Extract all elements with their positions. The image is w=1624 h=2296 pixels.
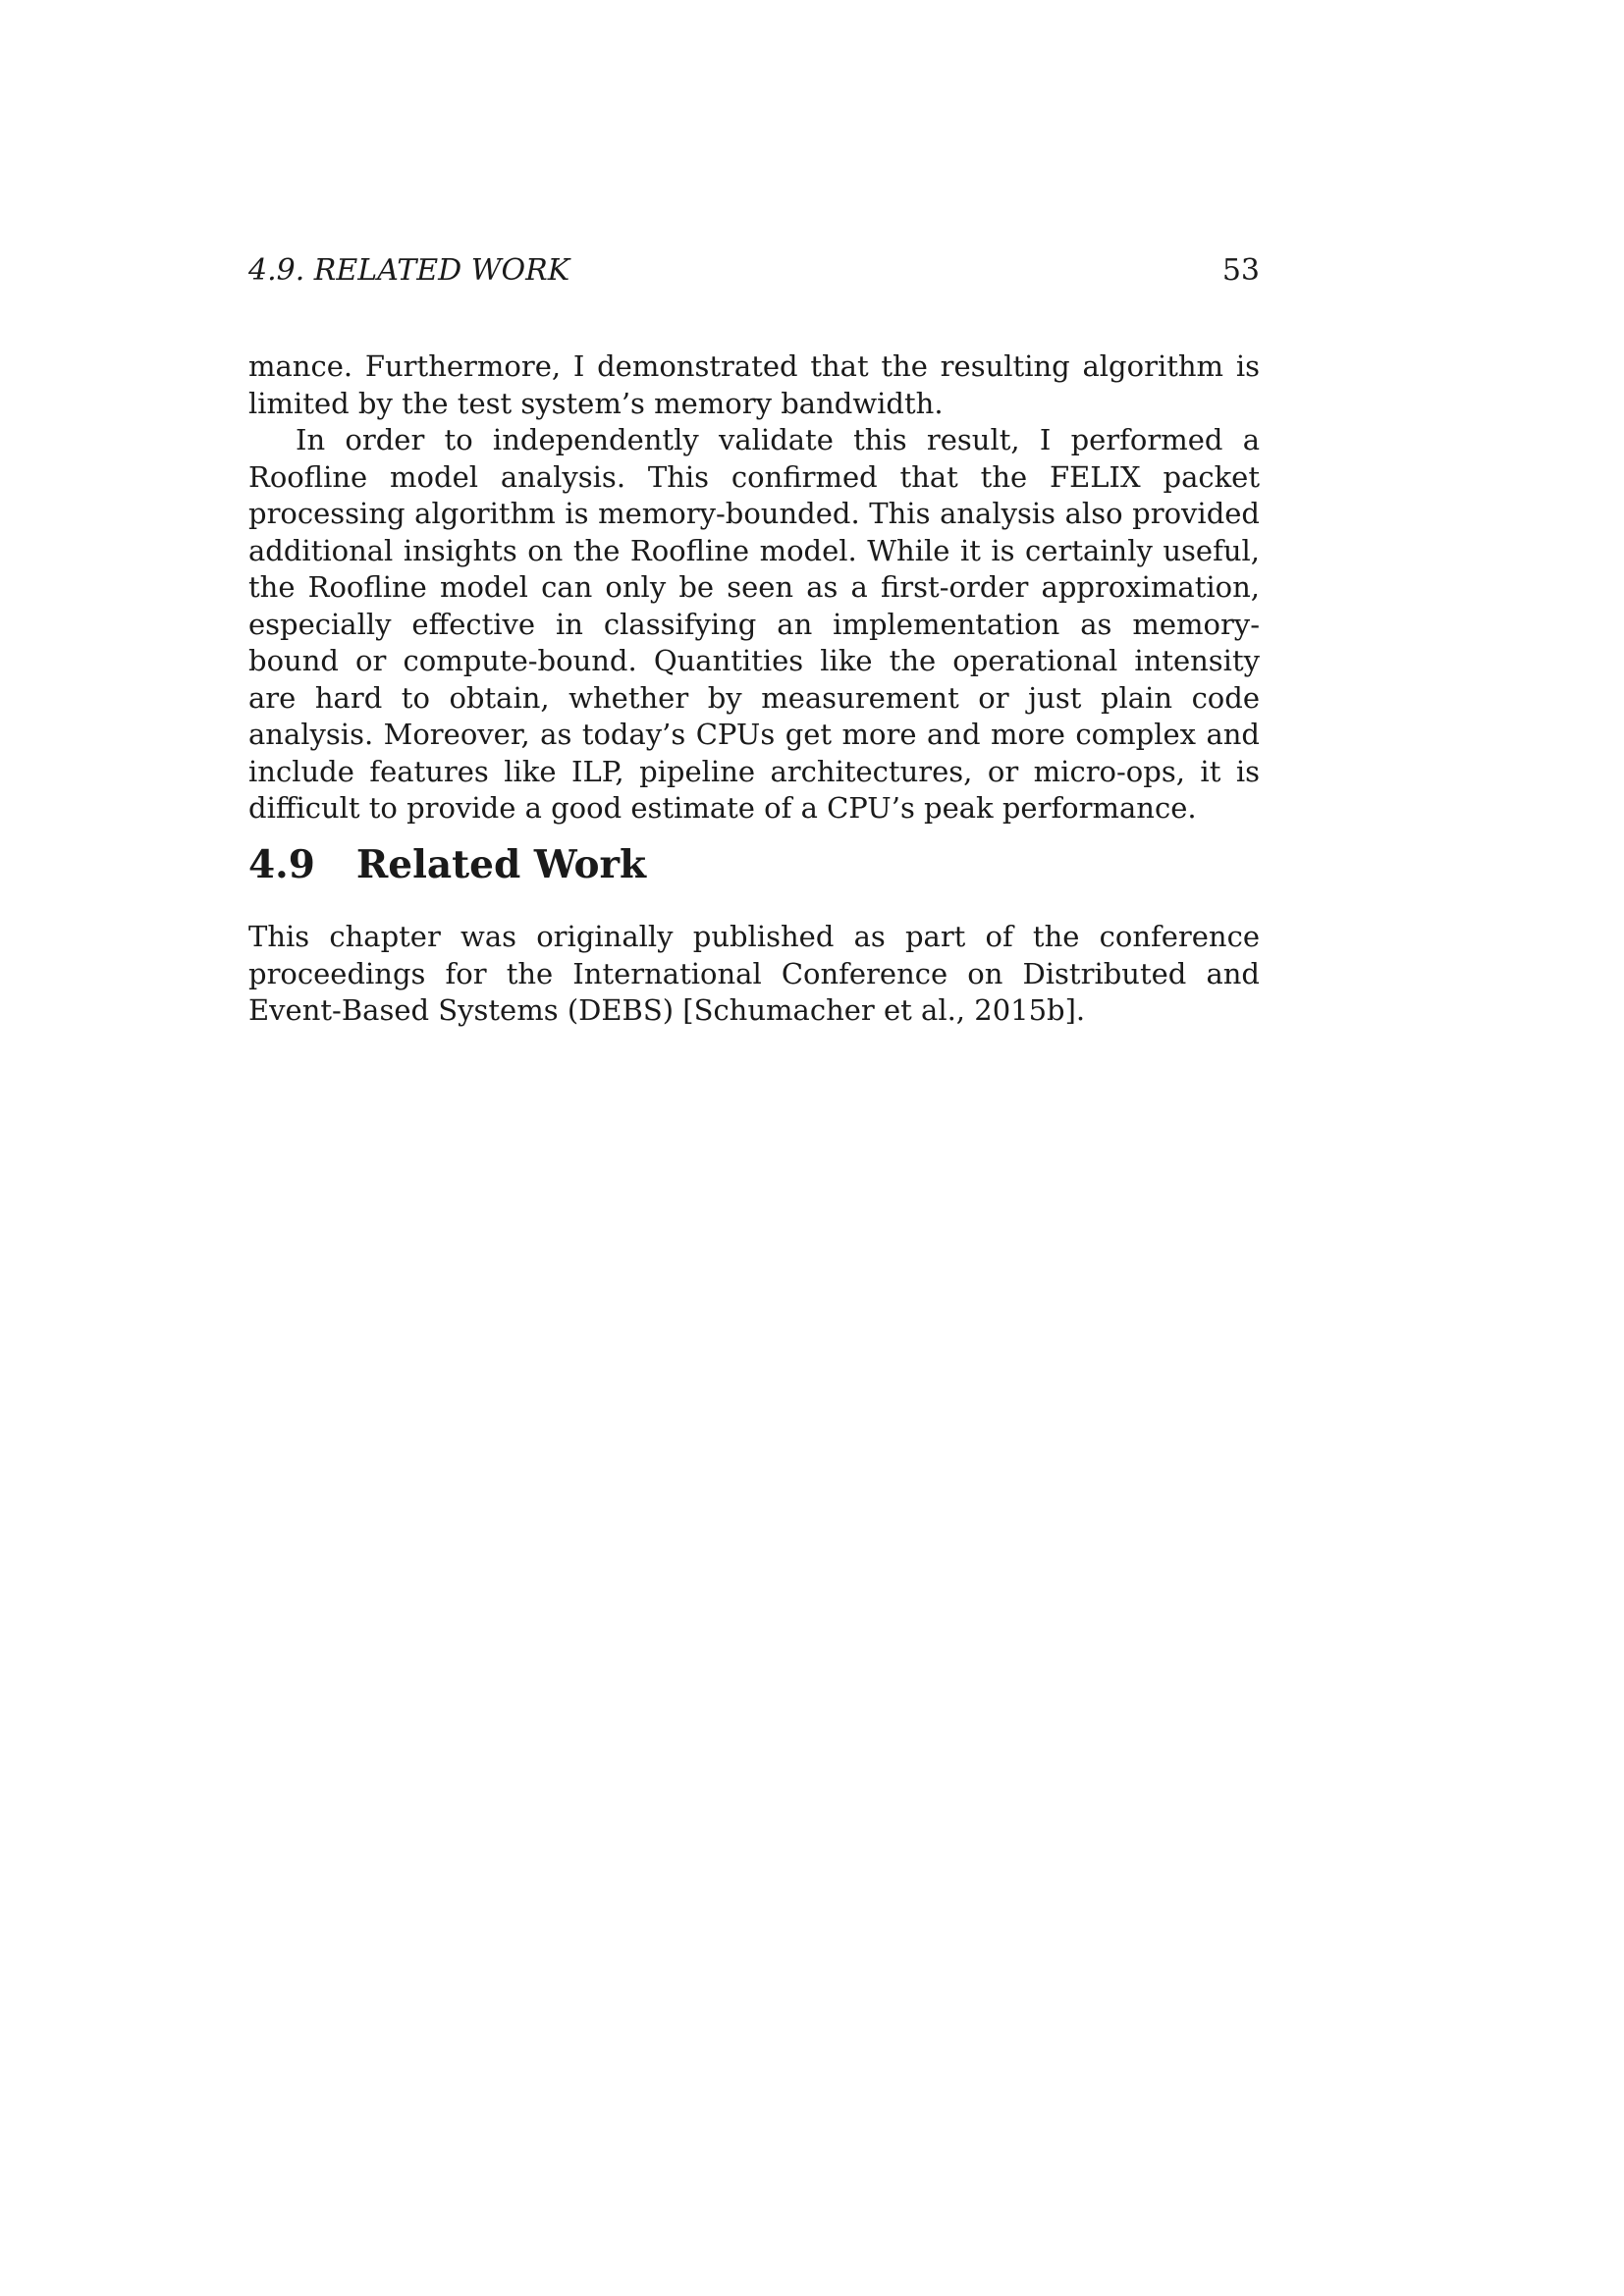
section-title: Related Work: [355, 842, 647, 887]
running-head: 4.9. RELATED WORK: [248, 253, 570, 288]
body-text-top: [248, 348, 1260, 828]
paragraph-roofline: In order to independently validate this result, I performed a Roofline model analysis. This confirmed that the FELIX packet processing algorithm is memory-bounded. This analysis also provided additional insights on the Roofline model. While it is certainly useful, the Roofline model can only be seen as a first-order approximation, especially effective in classifying an implementation as memory-bound or compute-bound. Quantities like the operational intensity are hard to obtain, whether by measurement or just plain code analysis. Moreover, as today’s CPUs get more and more complex and include features like ILP, pipeline architectures, or micro-ops, it is difficult to provide a good estimate of a CPU’s peak performance.: [248, 423, 1260, 825]
body-text-related-work: [248, 919, 1260, 1030]
paragraph-related-work: This chapter was originally published as part of the conference proceedings for the International Conference on Distributed and Event-Based Systems (DEBS) [Schumacher et al., 2015b].: [248, 920, 1260, 1027]
page-number: 53: [1221, 253, 1260, 288]
section-heading: [248, 841, 1260, 888]
paragraph-continued: mance. Furthermore, I demonstrated that the resulting algorithm is limited by the test system’s memory bandwidth.: [248, 349, 1260, 420]
page-header: [248, 251, 1260, 291]
section-number: 4.9: [248, 842, 315, 887]
